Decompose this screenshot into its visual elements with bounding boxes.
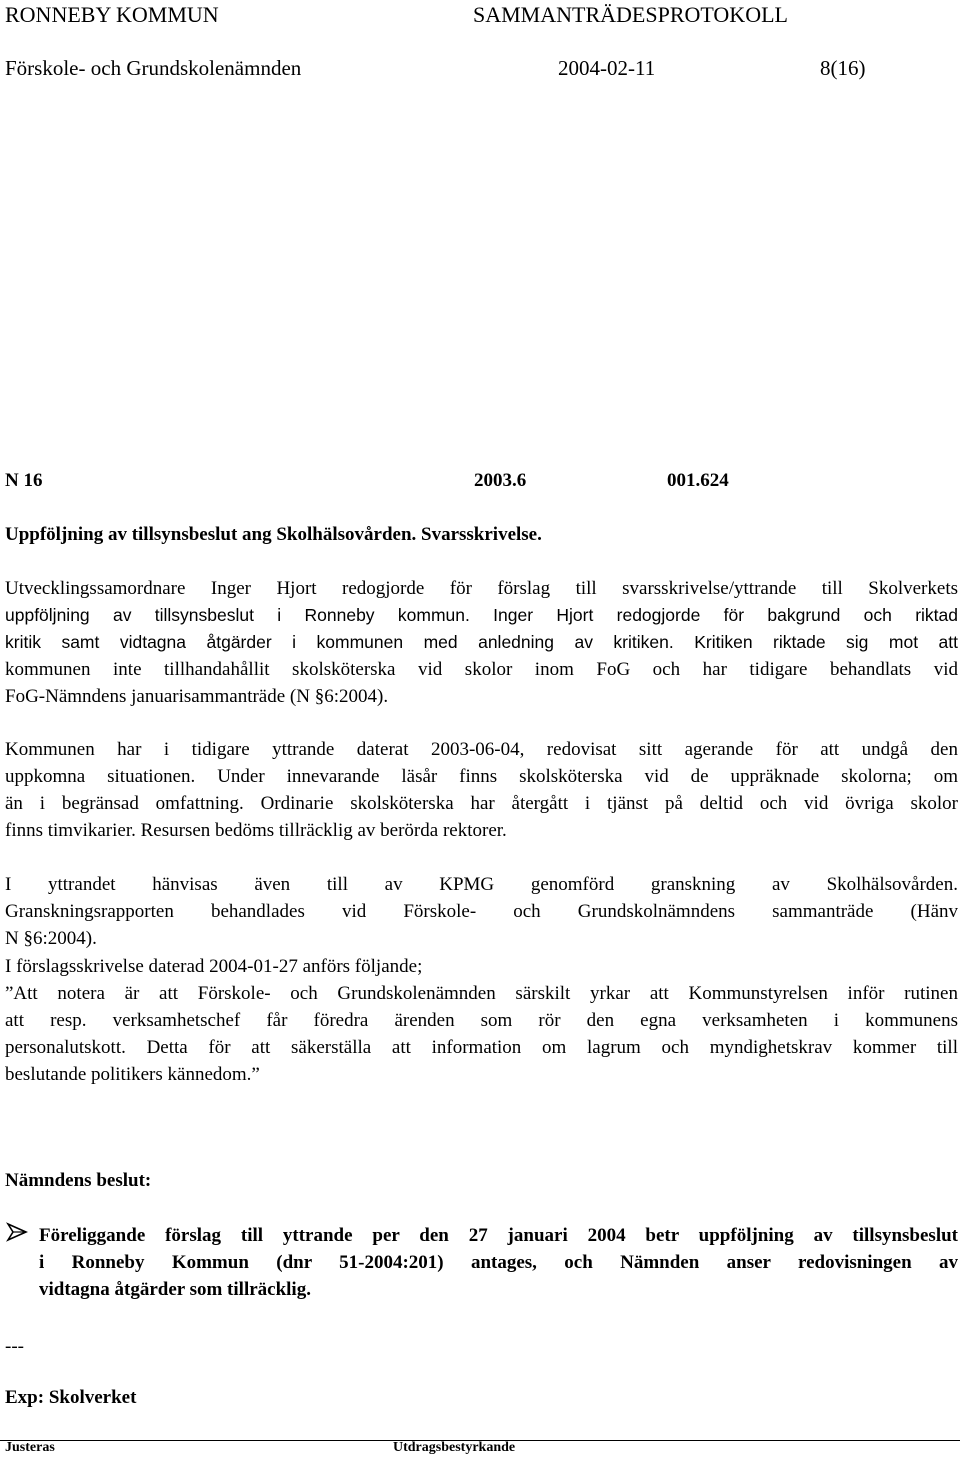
paragraph-line: N §6:2004). bbox=[5, 928, 97, 949]
case-reference-2: 001.624 bbox=[667, 470, 729, 491]
organization-name: RONNEBY KOMMUN bbox=[5, 2, 219, 27]
document-type: SAMMANTRÄDESPROTOKOLL bbox=[473, 2, 788, 27]
paragraph-previous-statement bbox=[5, 736, 958, 844]
case-reference-1: 2003.6 bbox=[474, 470, 527, 491]
arrow-bullet-icon bbox=[6, 1222, 28, 1248]
paragraph-line: uppföljning av tillsynsbeslut i Ronneby kommun. Inger Hjort redogjorde för bakgrund och riktad bbox=[5, 605, 958, 625]
paragraph-line: I förslagsskrivelse daterad 2004-01-27 anförs följande; bbox=[5, 956, 423, 977]
paragraph-line: uppkomna situationen. Under innevarande läsår finns skolsköterska vid de uppräknade skolorna; om bbox=[5, 766, 958, 787]
paragraph-line: finns timvikarier. Resursen bedöms tillräcklig av berörda rektorer. bbox=[5, 820, 507, 841]
case-title: Uppföljning av tillsynsbeslut ang Skolhälsovården. Svarsskrivelse. bbox=[5, 524, 542, 545]
page-number: 8(16) bbox=[820, 56, 866, 80]
separator-dashes: --- bbox=[5, 1336, 24, 1357]
paragraph-line: I yttrandet hänvisas även till av KPMG genomförd granskning av Skolhälsovården. bbox=[5, 874, 958, 895]
paragraph-line: Utvecklingssamordnare Inger Hjort redogjorde för förslag till svarsskrivelse/yttrande till Skolverkets bbox=[5, 578, 958, 599]
paragraph-line: än i begränsad omfattning. Ordinarie skolsköterska har återgått i tjänst på deltid och vid övriga skolor bbox=[5, 793, 958, 814]
paragraph-line: kommunen inte tillhandahållit skolsköterska vid skolor inom FoG och har tidigare behandlats vid bbox=[5, 659, 958, 680]
decision-line: vidtagna åtgärder som tillräcklig. bbox=[39, 1279, 311, 1300]
paragraph-line: att resp. verksamhetschef får föredra ärenden som rör den egna verksamheten i kommunens bbox=[5, 1010, 958, 1031]
decision-text bbox=[39, 1222, 958, 1303]
paragraph-line: ”Att notera är att Förskole- och Grundskolenämnden särskilt yrkar att Kommunstyrelsen inför rutinen bbox=[5, 983, 958, 1004]
decision-heading: Nämndens beslut: bbox=[5, 1170, 152, 1191]
paragraph-line: Granskningsrapporten behandlades vid Förskole- och Grundskolnämndens sammanträde (Hänv bbox=[5, 901, 958, 922]
paragraph-line: beslutande politikers kännedom.” bbox=[5, 1064, 260, 1085]
decision-line: i Ronneby Kommun (dnr 51-2004:201) antages, och Nämnden anser redovisningen av bbox=[39, 1252, 958, 1273]
paragraph-line: personalutskott. Detta för att säkerställa att information om lagrum och myndighetskrav kommer till bbox=[5, 1037, 958, 1058]
paragraph-proposal-quote bbox=[5, 953, 958, 1088]
paragraph-kpmg-review bbox=[5, 871, 958, 952]
paragraph-background bbox=[5, 575, 958, 710]
distribution-note: Exp: Skolverket bbox=[5, 1387, 137, 1408]
paragraph-line: FoG-Nämndens januarisammanträde (N §6:2004). bbox=[5, 686, 389, 707]
footer-utdragsbestyrkande-label: Utdragsbestyrkande bbox=[393, 1440, 516, 1455]
paragraph-line: Kommunen har i tidigare yttrande daterat 2003-06-04, redovisat sitt agerande för att undgå den bbox=[5, 739, 958, 760]
case-number: N 16 bbox=[5, 470, 43, 491]
decision-line: Föreliggande förslag till yttrande per den 27 januari 2004 betr uppföljning av tillsynsbeslut bbox=[39, 1225, 958, 1246]
meeting-date: 2004-02-11 bbox=[558, 56, 656, 80]
committee-name: Förskole- och Grundskolenämnden bbox=[5, 56, 302, 80]
paragraph-line: kritik samt vidtagna åtgärder i kommunen med anledning av kritiken. Kritiken riktade sig mot att bbox=[5, 632, 958, 652]
footer-justeras-label: Justeras bbox=[5, 1440, 55, 1455]
